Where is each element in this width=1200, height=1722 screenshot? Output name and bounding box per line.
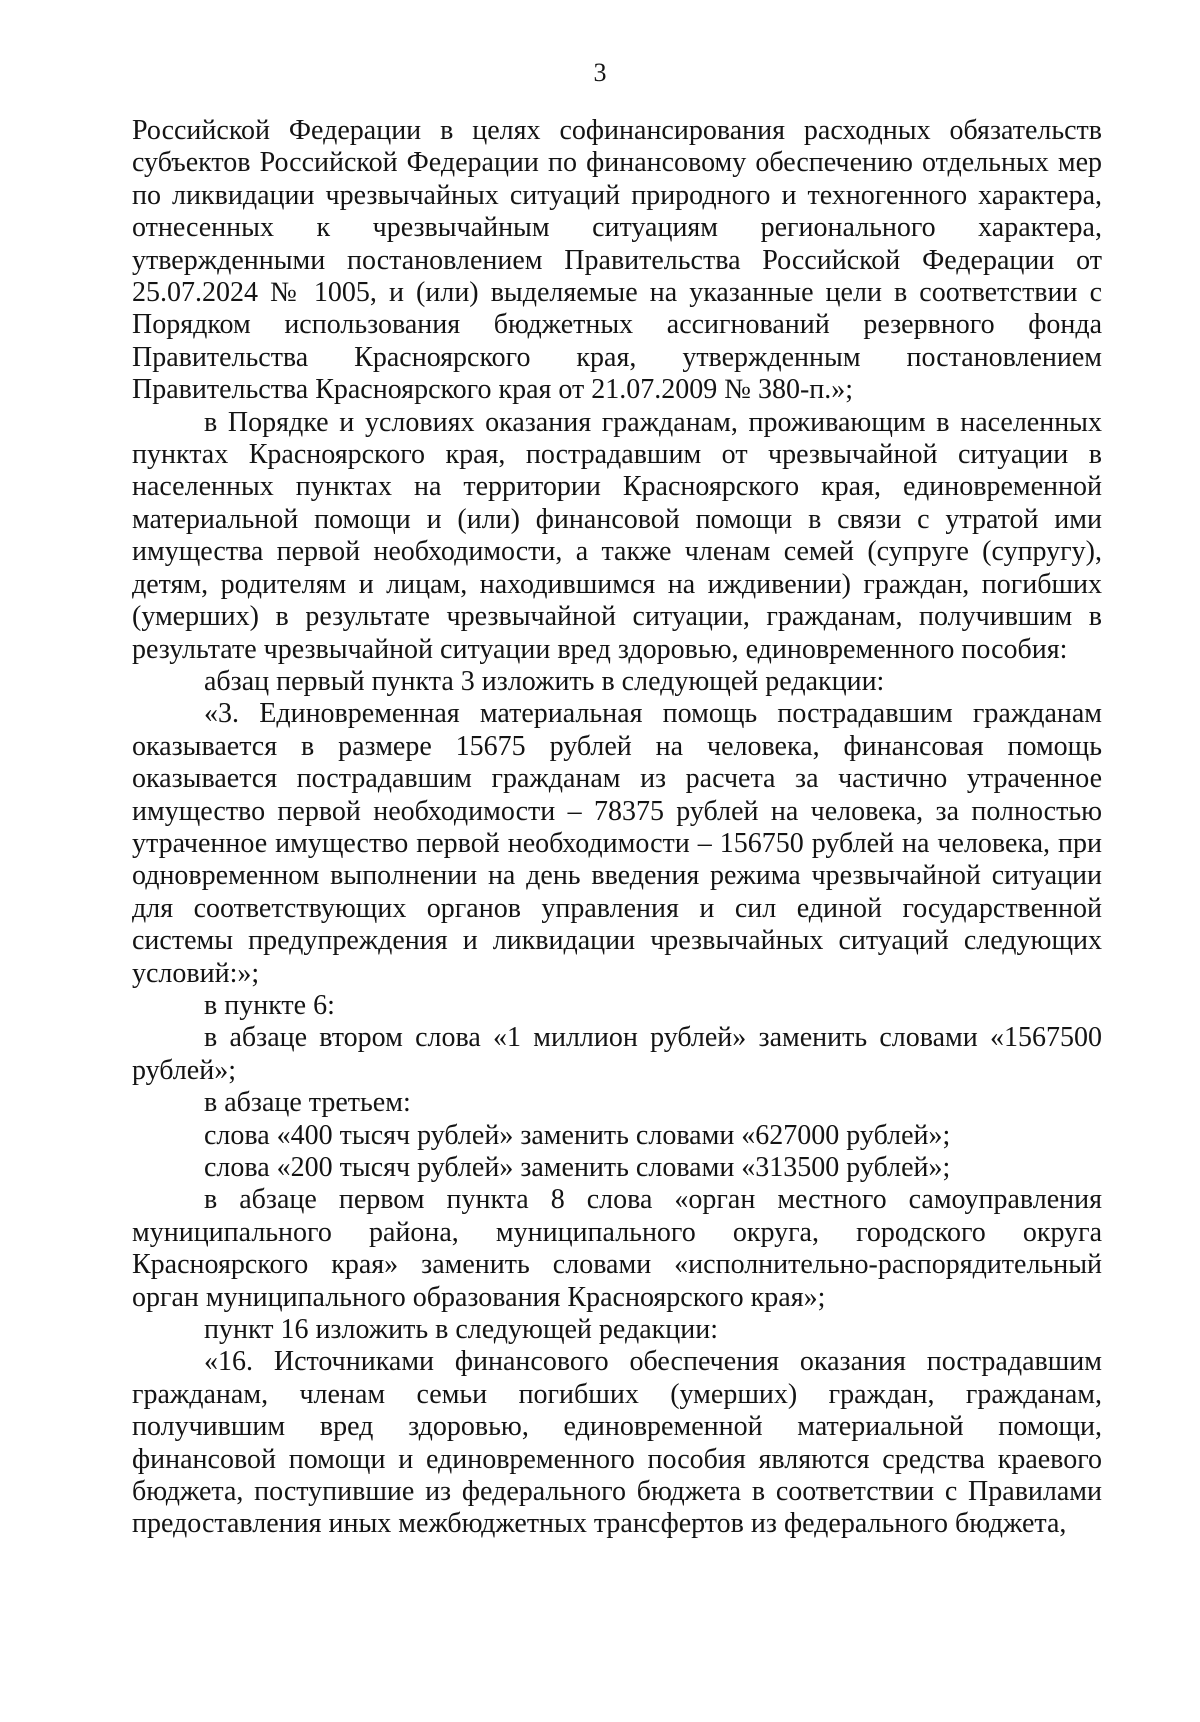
document-body <box>132 115 1102 1541</box>
paragraph-point6-third: в абзаце третьем: <box>204 1087 411 1119</box>
paragraph-point16-text: «16. Источниками финансового обеспечения оказания пострадавшим гражданам, членам семьи погибших (умерших) граждан, гражданам, получившим вред здоровью, единовременной материальной помощи, финансовой помощи и единовременного пособия являются средства краевого бюджета, поступившие из федерального бюджета в соответствии с Правилами предоставления иных межбюджетных трансфертов из федерального бюджета, <box>132 1346 1102 1540</box>
paragraph-point6-intro: в пункте 6: <box>204 989 335 1021</box>
paragraph-continuation: Российской Федерации в целях софинансирования расходных обязательств субъектов Российской Федерации по финансовому обеспечению отдельных мер по ликвидации чрезвычайных ситуаций природного и техногенного характера, отнесенных к чрезвычайным ситуациям регионального характера, утвержденными постановлением Правительства Российской Федерации от 25.07.2024 № 1005, и (или) выделяемые на указанные цели в соответствии с Порядком использования бюджетных ассигнований резервного фонда Правительства Красноярского края, утвержденным постановлением Правительства Красноярского края от 21.07.2009 № 380-п.»; <box>132 115 1102 406</box>
paragraph-procedure-amendments: в Порядке и условиях оказания гражданам, проживающим в населенных пунктах Красноярского края, пострадавшим от чрезвычайной ситуации в населенных пунктах на территории Красноярского края, единовременной материальной помощи и (или) финансовой помощи в связи с утратой ими имущества первой необходимости, а также членам семей (супруге (супругу), детям, родителям и лицам, находившимся на иждивении) граждан, погибших (умерших) в результате чрезвычайной ситуации, гражданам, получившим в результате чрезвычайной ситуации вред здоровью, единовременного пособия: <box>132 406 1102 665</box>
page-number: 3 <box>593 58 607 87</box>
paragraph-point3-text: «3. Единовременная материальная помощь пострадавшим гражданам оказывается в размере 15675 рублей на человека, финансовая помощь оказывается пострадавшим гражданам из расчета за частично утраченное имущество первой необходимости – 78375 рублей на человека, за полностью утраченное имущество первой необходимости – 156750 рублей на человека, при одновременном выполнении на день введения режима чрезвычайной ситуации для соответствующих органов управления и сил единой государственной системы предупреждения и ликвидации чрезвычайных ситуаций следующих условий:»; <box>132 698 1102 989</box>
paragraph-200-thousand: слова «200 тысяч рублей» заменить словами «313500 рублей»; <box>204 1152 951 1183</box>
paragraph-point16-intro: пункт 16 изложить в следующей редакции: <box>204 1314 718 1346</box>
paragraph-point8: в абзаце первом пункта 8 слова «орган местного самоуправления муниципального района, муниципального округа, городского округа Красноярского края» заменить словами «исполнительно-распорядительный орган муниципального образования Красноярского края»; <box>132 1184 1102 1313</box>
paragraph-point3-intro: абзац первый пункта 3 изложить в следующей редакции: <box>204 665 885 697</box>
paragraph-point6-second: в абзаце втором слова «1 миллион рублей» заменить словами «1567500 рублей»; <box>132 1022 1102 1086</box>
paragraph-400-thousand: слова «400 тысяч рублей» заменить словами «627000 рублей»; <box>204 1119 951 1151</box>
